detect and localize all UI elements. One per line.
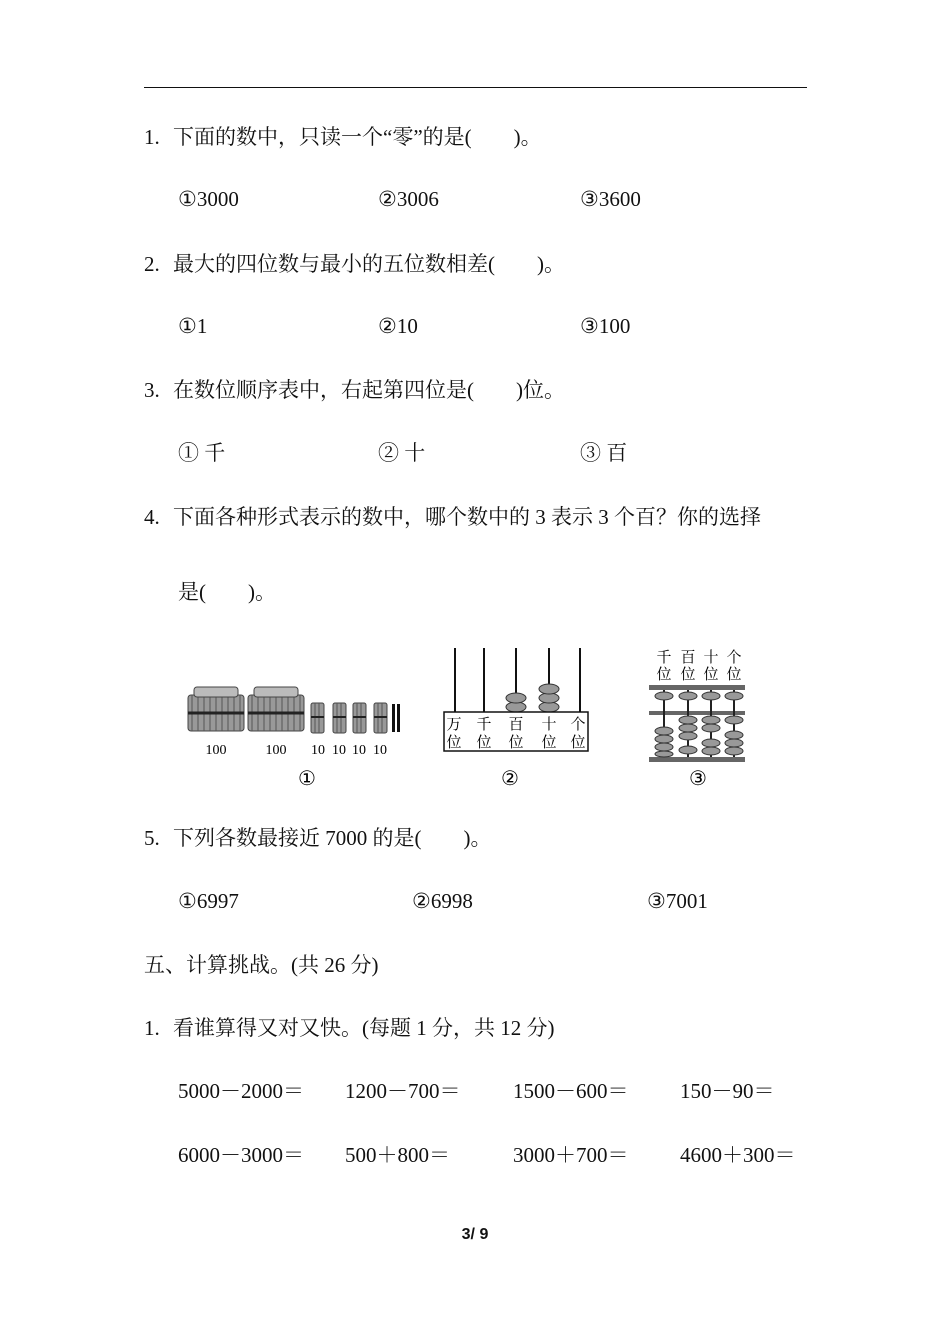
figure-counter (440, 645, 595, 790)
place-label: 位 (680, 667, 696, 683)
option: ②10 (378, 314, 418, 338)
header-rule (144, 87, 807, 88)
question-text: 下面各种形式表示的数中，哪个数中的 3 表示 3 个百？你的选择 (173, 505, 761, 529)
calc-problem: 500＋800＝ (345, 1143, 450, 1167)
place-label: 位 (541, 735, 557, 751)
bead (506, 693, 526, 703)
option: ③ 百 (580, 441, 628, 465)
question-text: 下列各数最接近 7000 的是( )。 (173, 826, 492, 850)
question-number: 5. (144, 826, 160, 850)
figure-marker: ③ (689, 768, 707, 790)
bead (679, 692, 697, 700)
option: ②3006 (378, 187, 439, 211)
option: ③3600 (580, 187, 641, 211)
bead (725, 747, 743, 755)
figure-marker: ② (501, 768, 519, 790)
bead (679, 732, 697, 740)
bead (679, 716, 697, 724)
bead (655, 692, 673, 700)
calc-problem: 5000－2000＝ (178, 1079, 304, 1103)
single-stick (397, 704, 400, 732)
figure-marker: ① (298, 768, 316, 790)
option: ③7001 (647, 889, 708, 913)
bundle-label: 10 (311, 743, 325, 758)
question-1-calc (144, 1016, 555, 1040)
page-number: 3/ 9 (461, 1226, 489, 1243)
place-label: 十 (703, 650, 719, 666)
question-number: 2. (144, 252, 160, 276)
bead (655, 751, 673, 757)
hundred-bundle (188, 687, 244, 731)
option: ① 千 (178, 441, 226, 465)
ten-bundle (374, 703, 387, 733)
option: ②6998 (412, 889, 473, 913)
place-label: 百 (508, 717, 524, 733)
place-label: 千 (656, 650, 672, 666)
question-1 (144, 125, 542, 149)
bead (655, 743, 673, 751)
section-heading: 五、计算挑战。(共 26 分) (144, 953, 379, 977)
option: ①3000 (178, 187, 239, 211)
single-stick (392, 704, 395, 732)
question-number: 3. (144, 378, 160, 402)
abacus-frame-top (649, 685, 745, 690)
bead (725, 731, 743, 739)
place-label: 千 (476, 717, 492, 733)
bundle-label: 10 (332, 743, 346, 758)
place-label: 位 (446, 735, 462, 751)
question-text: 下面的数中，只读一个“零”的是( )。 (173, 125, 542, 149)
bead (702, 747, 720, 755)
place-label: 位 (703, 667, 719, 683)
bundle-label: 100 (265, 743, 287, 758)
ten-bundle (333, 703, 346, 733)
question-2 (144, 252, 565, 276)
option: ③100 (580, 314, 631, 338)
bead (539, 684, 559, 694)
question-5 (144, 826, 492, 850)
question-4 (144, 505, 761, 529)
question-4-continuation: 是( )。 (178, 580, 276, 604)
hundred-bundle (248, 687, 304, 731)
calc-problem: 1200－700＝ (345, 1079, 461, 1103)
place-label: 万 (446, 717, 462, 733)
place-label: 个 (726, 650, 742, 666)
place-label: 位 (570, 735, 586, 751)
bead (702, 739, 720, 747)
bead (725, 716, 743, 724)
question-number: 1. (144, 125, 160, 149)
figure-abacus (645, 645, 755, 790)
place-label: 位 (656, 667, 672, 683)
abacus-frame-bottom (649, 757, 745, 762)
bundle-label: 10 (352, 743, 366, 758)
calc-problem: 3000＋700＝ (513, 1143, 629, 1167)
bundle-label: 10 (373, 743, 387, 758)
bead (725, 692, 743, 700)
bead (679, 746, 697, 754)
bead (655, 727, 673, 735)
place-label: 十 (541, 717, 557, 733)
bead (702, 724, 720, 732)
question-text: 最大的四位数与最小的五位数相差( )。 (173, 252, 565, 276)
bead (679, 724, 697, 732)
bead (725, 739, 743, 747)
question-3 (144, 378, 565, 402)
calc-problem: 1500－600＝ (513, 1079, 629, 1103)
bead (702, 716, 720, 724)
option: ② 十 (378, 441, 426, 465)
place-label: 位 (726, 667, 742, 683)
bundle-label: 100 (205, 743, 227, 758)
question-number: 4. (144, 505, 160, 529)
calc-problem: 6000－3000＝ (178, 1143, 304, 1167)
calc-problem: 150－90＝ (680, 1079, 775, 1103)
place-label: 百 (680, 650, 696, 666)
place-label: 位 (508, 735, 524, 751)
option: ①1 (178, 314, 208, 338)
bead (702, 692, 720, 700)
calc-problem: 4600＋300＝ (680, 1143, 796, 1167)
figure-sticks (180, 685, 420, 790)
question-number: 1. (144, 1016, 160, 1040)
option: ①6997 (178, 889, 239, 913)
place-label: 个 (570, 717, 586, 733)
question-text: 看谁算得又对又快。(每题 1 分，共 12 分) (173, 1016, 555, 1040)
bead (655, 735, 673, 743)
ten-bundle (311, 703, 324, 733)
place-label: 位 (476, 735, 492, 751)
ten-bundle (353, 703, 366, 733)
question-text: 在数位顺序表中，右起第四位是( )位。 (173, 378, 565, 402)
